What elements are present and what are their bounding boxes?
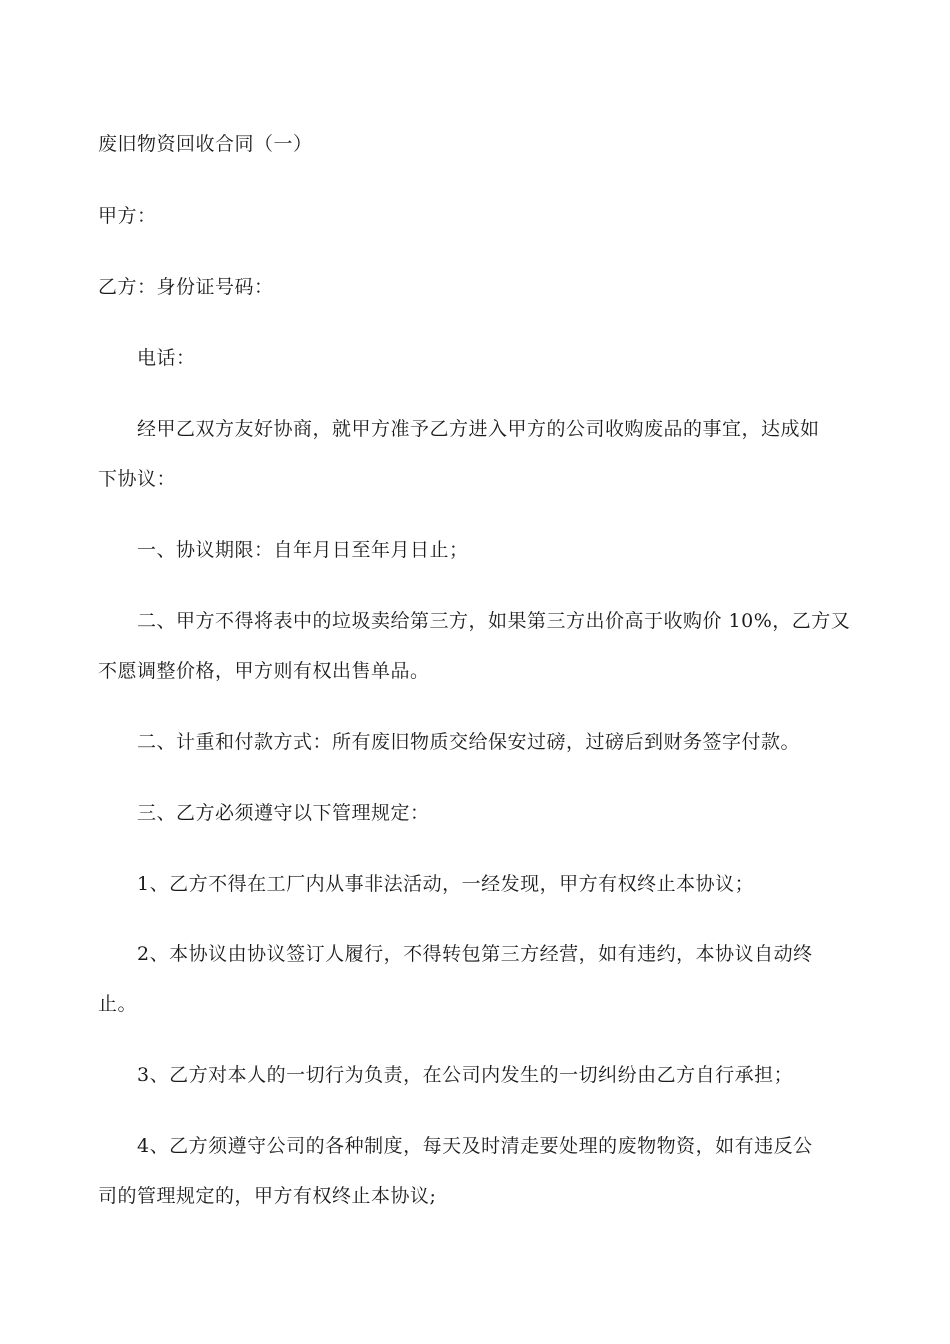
rule-1: 1、乙方不得在工厂内从事非法活动，一经发现，甲方有权终止本协议； [137, 873, 755, 895]
party-a-line: 甲方： [98, 205, 157, 227]
intro-paragraph-line2: 下协议： [98, 468, 177, 490]
document-title: 废旧物资回收合同（一） [98, 133, 313, 155]
rule-3: 3、乙方对本人的一切行为负责，在公司内发生的一切纠纷由乙方自行承担； [137, 1064, 794, 1086]
clause-resale-line1: 二、甲方不得将表中的垃圾卖给第三方，如果第三方出价高于收购价 10%，乙方又 [137, 610, 851, 632]
rule-2-line2: 止。 [98, 993, 138, 1015]
rule-4-line2: 司的管理规定的，甲方有权终止本协议; [98, 1185, 437, 1207]
party-b-line: 乙方：身份证号码： [98, 276, 274, 298]
clause-term: 一、协议期限：自年月日至年月日止； [137, 539, 469, 561]
phone-line: 电话： [137, 347, 196, 369]
rule-2-line1: 2、本协议由协议签订人履行，不得转包第三方经营，如有违约，本协议自动终 [137, 943, 813, 965]
clause-rules-heading: 三、乙方必须遵守以下管理规定： [137, 802, 430, 824]
rule-4-line1: 4、乙方须遵守公司的各种制度，每天及时清走要处理的废物物资，如有违反公 [137, 1135, 813, 1157]
intro-paragraph-line1: 经甲乙双方友好协商，就甲方准予乙方进入甲方的公司收购废品的事宜，达成如 [137, 418, 820, 440]
clause-payment: 二、计重和付款方式：所有废旧物质交给保安过磅，过磅后到财务签字付款。 [137, 731, 801, 753]
clause-resale-line2: 不愿调整价格，甲方则有权出售单品。 [98, 660, 430, 682]
